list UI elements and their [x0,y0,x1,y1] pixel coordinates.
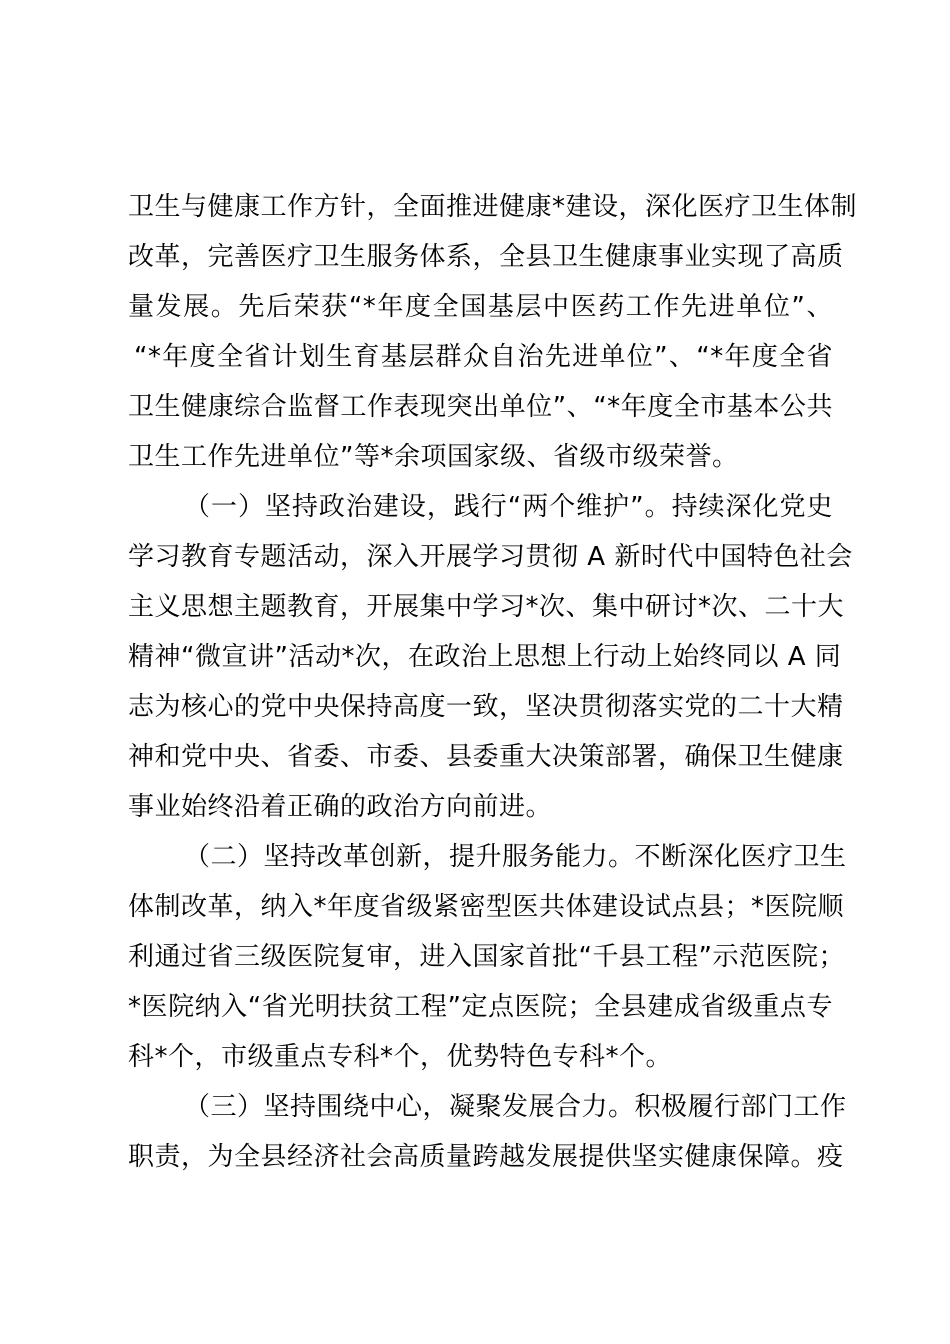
paragraph-2-line-4: 精神“微宣讲”活动*次，在政治上思想上行动上始终同以 A 同 [128,642,842,672]
paragraph-1-line-5: 卫生健康综合监督工作表现突出单位”、“*年度全市基本公共 [128,392,833,422]
paragraph-2-line-2: 学习教育专题活动，深入开展学习贯彻 A 新时代中国特色社会 [128,542,853,572]
paragraph-1-line-4: “*年度全省计划生育基层群众自治先进单位”、“*年度全省 [134,342,833,372]
paragraph-4-line-1: （三）坚持围绕中心，凝聚发展合力。积极履行部门工作 [184,1092,847,1122]
paragraph-1-line-1: 卫生与健康工作方针，全面推进健康*建设，深化医疗卫生体制 [128,192,858,222]
paragraph-3-line-2: 体制改革，纳入*年度省级紧密型医共体建设试点县；*医院顺 [128,892,845,922]
paragraph-1-line-3: 量发展。先后荣获“*年度全国基层中医药工作先进单位”、 [128,292,833,322]
paragraph-3-line-1: （二）坚持改革创新，提升服务能力。不断深化医疗卫生 [184,842,847,872]
paragraph-2-line-3: 主义思想主题教育，开展集中学习*次、集中研讨*次、二十大 [128,592,845,622]
paragraph-3-line-4: *医院纳入“省光明扶贫工程”定点医院；全县建成省级重点专 [128,992,833,1022]
paragraph-2-line-5: 志为核心的党中央保持高度一致，坚决贯彻落实党的二十大精 [128,692,844,722]
paragraph-2-line-7: 事业始终沿着正确的政治方向前进。 [128,792,553,822]
paragraph-1-line-2: 改革，完善医疗卫生服务体系，全县卫生健康事业实现了高质 [128,242,844,272]
paragraph-4-line-2: 职责，为全县经济社会高质量跨越发展提供坚实健康保障。疫 [128,1142,844,1172]
paragraph-3-line-3: 利通过省三级医院复审，进入国家首批“千县工程”示范医院； [128,942,845,972]
paragraph-1-line-6: 卫生工作先进单位”等*余项国家级、省级市级荣誉。 [128,442,739,472]
paragraph-2-line-1: （一）坚持政治建设，践行“两个维护”。持续深化党史 [184,492,833,522]
paragraph-3-line-5: 科*个，市级重点专科*个，优势特色专科*个。 [128,1042,673,1072]
paragraph-2-line-6: 神和党中央、省委、市委、县委重大决策部署，确保卫生健康 [128,742,844,772]
